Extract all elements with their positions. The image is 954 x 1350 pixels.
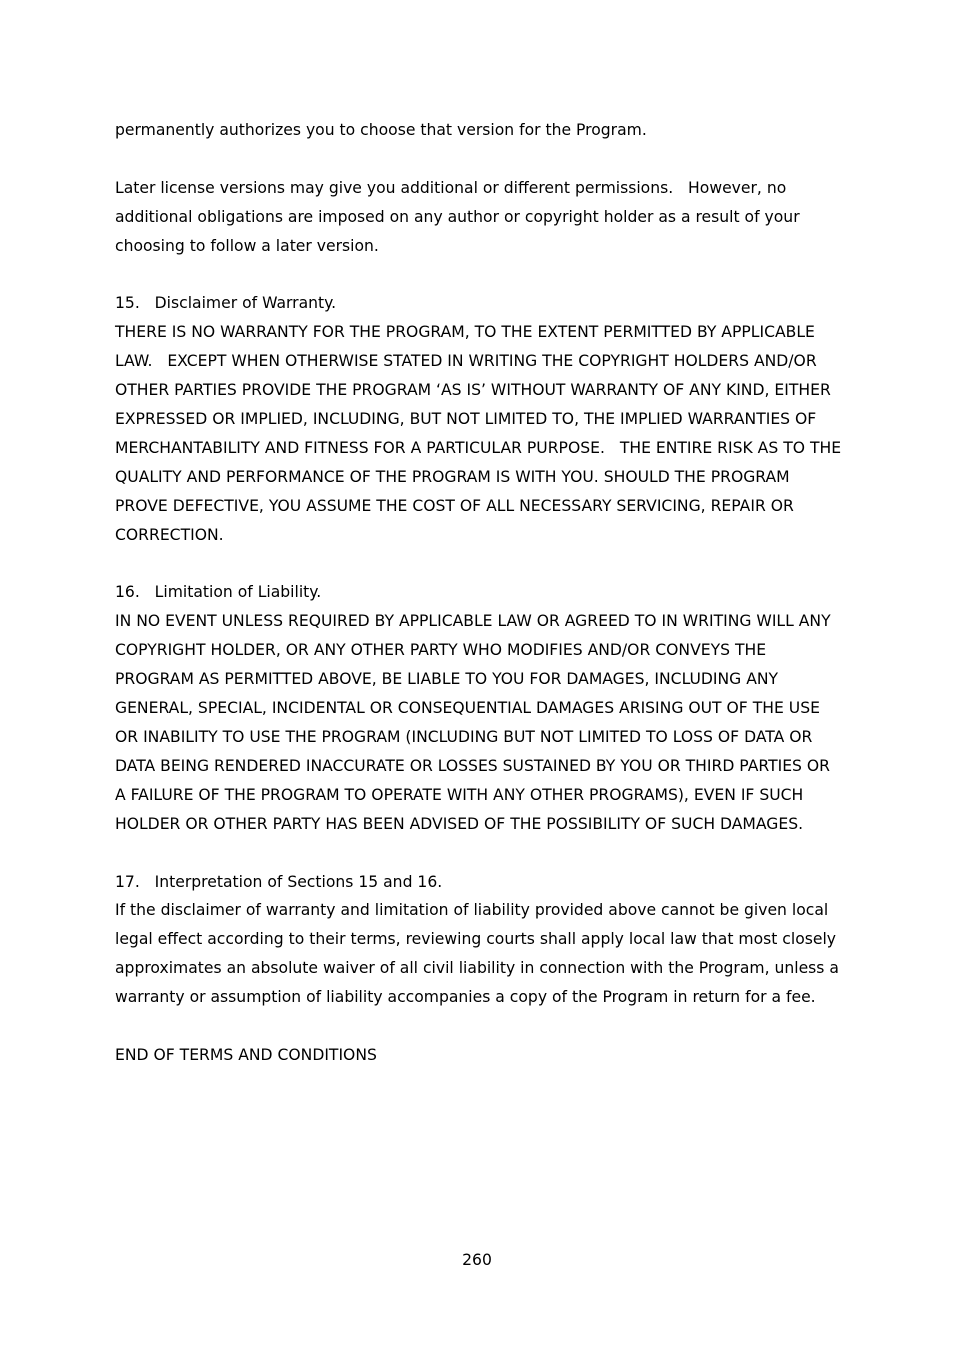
- section-body: IN NO EVENT UNLESS REQUIRED BY APPLICABLE LAW OR AGREED TO IN WRITING WILL ANY COPYRIGHT HOLDER, OR ANY OTHER PARTY WHO MODIFIES AND/OR CONVEYS THE PROGRAM AS PERMITTED ABOVE, BE LIABLE TO YOU FOR DAMAGES, INCLUDING ANY GENERAL, SPECIAL, INCIDENTAL OR CONSEQUENTIAL DAMAGES ARISING OUT OF THE USE OR INABILITY TO USE THE PROGRAM (INCLUDING BUT NOT LIMITED TO LOSS OF DATA OR DATA BEING RENDERED INACCURATE OR LOSSES SUSTAINED BY YOU OR THIRD PARTIES OR A FAILURE OF THE PROGRAM TO OPERATE WITH ANY OTHER PROGRAMS), EVEN IF SUCH HOLDER OR OTHER PARTY HAS BEEN ADVISED OF THE POSSIBILITY OF SUCH DAMAGES.: [115, 612, 836, 833]
- page-number: 260: [462, 1251, 492, 1269]
- section-heading: 16. Limitation of Liability.: [115, 583, 322, 602]
- section-16: [115, 578, 845, 838]
- section-heading: 15. Disclaimer of Warranty.: [115, 294, 337, 313]
- intro-paragraph: permanently authorizes you to choose that version for the Program.: [115, 121, 647, 139]
- section-heading: 17. Interpretation of Sections 15 and 16.: [115, 872, 443, 891]
- section-17: [115, 868, 845, 1013]
- closing-line: END OF TERMS AND CONDITIONS: [115, 1045, 377, 1064]
- section-body: If the disclaimer of warranty and limitation of liability provided above cannot be given local legal effect according to their terms, reviewing courts shall apply local law that most closely approximates an absolute waiver of all civil liability in connection with the Program, unless a warranty or assumption of liability accompanies a copy of the Program in return for a fee.: [115, 901, 844, 1007]
- section-15: [115, 289, 845, 549]
- section-body: THERE IS NO WARRANTY FOR THE PROGRAM, TO THE EXTENT PERMITTED BY APPLICABLE LAW. EXCEPT WHEN OTHERWISE STATED IN WRITING THE COPYRIGHT HOLDERS AND/OR OTHER PARTIES PROVIDE THE PROGRAM ‘AS IS’ WITHOUT WARRANTY OF ANY KIND, EITHER EXPRESSED OR IMPLIED, INCLUDING, BUT NOT LIMITED TO, THE IMPLIED WARRANTIES OF MERCHANTABILITY AND FITNESS FOR A PARTICULAR PURPOSE. THE ENTIRE RISK AS TO THE QUALITY AND PERFORMANCE OF THE PROGRAM IS WITH YOU. SHOULD THE PROGRAM PROVE DEFECTIVE, YOU ASSUME THE COST OF ALL NECESSARY SERVICING, REPAIR OR CORRECTION.: [115, 323, 847, 544]
- intro-paragraph: Later license versions may give you additional or different permissions. However, no additional obligations are imposed on any author or copyright holder as a result of your choosing to follow a later version.: [115, 178, 805, 255]
- document-body: [115, 116, 845, 1099]
